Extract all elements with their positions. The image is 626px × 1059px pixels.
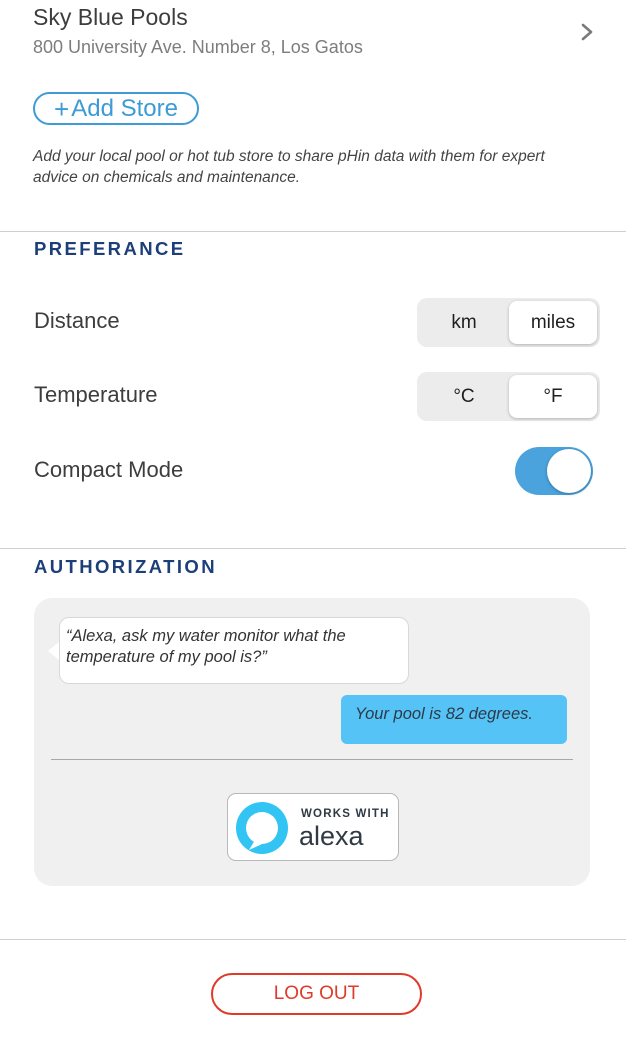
distance-option-miles[interactable]: miles [509,301,597,344]
alexa-answer-bubble: Your pool is 82 degrees. [341,695,567,744]
store-address: 800 University Ave. Number 8, Los Gatos [33,37,363,57]
panel-divider [51,759,573,760]
chevron-right-icon [579,22,595,42]
store-name: Sky Blue Pools [33,4,188,30]
works-with-text: WORKS WITH [301,808,390,820]
alexa-question-bubble: “Alexa, ask my water monitor what the temperature of my pool is?” [59,617,409,684]
authorization-heading: AUTHORIZATION [34,556,217,577]
alexa-panel [34,598,590,886]
distance-segmented-control [417,298,600,347]
compact-mode-toggle[interactable] [515,447,593,495]
plus-icon: + [54,93,70,124]
temperature-segmented-control [417,372,600,421]
temperature-label: Temperature [34,382,158,407]
preference-heading: PREFERANCE [34,238,186,259]
distance-option-km[interactable]: km [451,311,477,333]
alexa-logo-icon [235,801,289,855]
add-store-button[interactable] [33,92,199,125]
temperature-option-fahrenheit[interactable]: °F [509,375,597,418]
distance-label: Distance [34,308,120,333]
temperature-option-celsius[interactable]: °C [453,385,475,407]
add-store-note: Add your local pool or hot tub store to share pHin data with them for expert advice on chemicals and maintenance. [33,148,545,186]
logout-button[interactable]: LOG OUT [211,973,422,1015]
section-divider [0,939,626,940]
compact-mode-label: Compact Mode [34,457,184,482]
alexa-wordmark: alexa [299,821,364,851]
add-store-label: Add Store [71,94,178,122]
section-divider [0,231,626,232]
store-row[interactable] [33,2,603,64]
works-with-alexa-button[interactable] [227,793,399,861]
toggle-knob [547,449,591,493]
section-divider [0,548,626,549]
